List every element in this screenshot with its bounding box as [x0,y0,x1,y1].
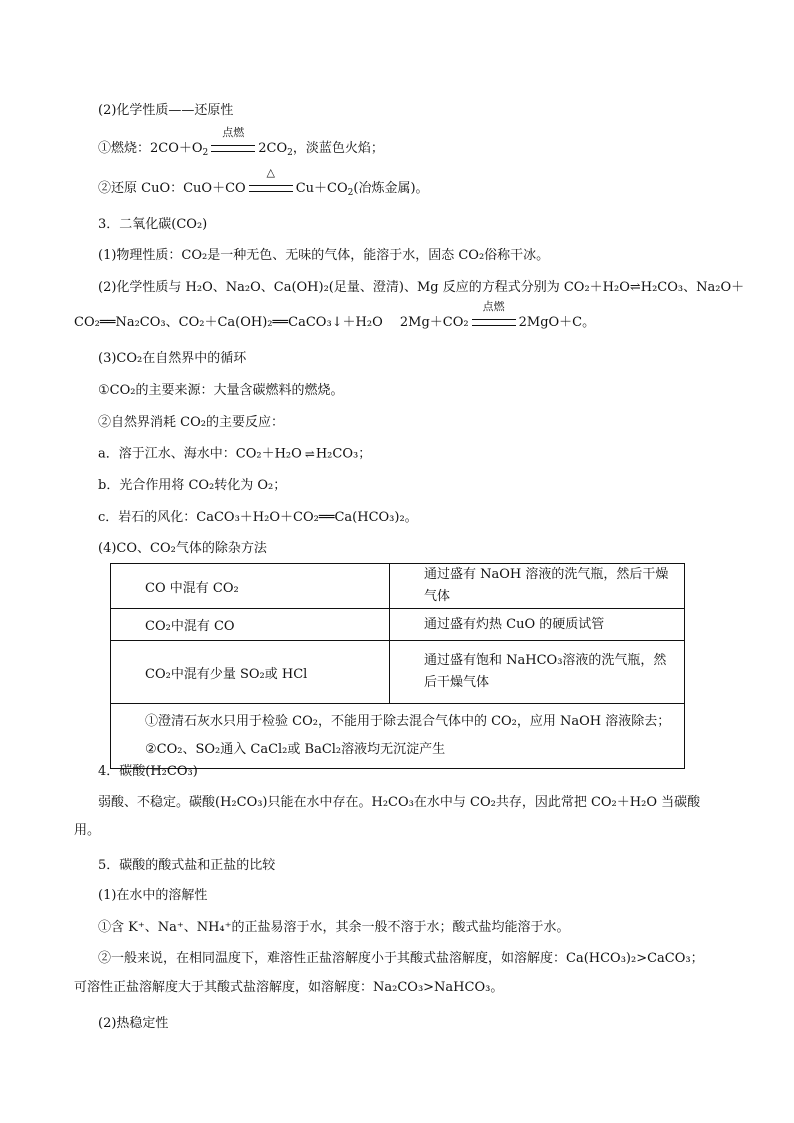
paragraph: b．光合作用将 CO₂转化为 O₂； [98,478,287,493]
condition-arrow [249,166,293,199]
equation-text: a．溶于江水、海水中：CO₂＋H₂O [98,446,302,462]
method-cell: 通过盛有饱和 NaHCO₃溶液的洗气瓶，然后干燥气体 [390,641,685,704]
burn-equation [98,126,714,159]
subscript: 2 [347,188,354,198]
impurity-cell: CO₂中混有少量 SO₂或 HCl [111,641,390,704]
paragraph: 可溶性正盐溶解度大于其酸式盐溶解度，如溶解度：Na₂CO₃>NaHCO₃。 [74,980,504,995]
section-heading: 3．二氧化碳(CO₂) [98,217,208,232]
equation-right: Cu＋CO [295,181,348,196]
subscript: 2 [287,148,293,158]
paragraph [98,444,714,464]
equation-note: (冶炼金属)。 [353,181,429,196]
table-row [111,564,685,609]
section-heading: (4)CO、CO₂气体的除杂方法 [98,541,267,556]
note-line: ②CO₂、SO₂通入 CaCl₂或 BaCl₂溶液均无沉淀产生 [145,742,446,757]
equation-text: CO₂══Na₂CO₃、CO₂＋Ca(OH)₂══CaCO₃↓＋H₂O 2Mg＋CO₂ [74,315,469,330]
paragraph: (1)物理性质：CO₂是一种无色、无味的气体，能溶于水，固态 CO₂俗称干冰。 [98,248,550,263]
paragraph: ②自然界消耗 CO₂的主要反应： [98,415,284,430]
section-heading: (2)热稳定性 [98,1016,169,1031]
equation-right: 2MgO＋C。 [518,315,596,330]
table-note [111,704,685,769]
equation-note: ，淡蓝色火焰； [292,141,384,156]
impurity-cell: CO₂中混有 CO [111,609,390,641]
equation-right: H₂CO₃； [315,446,372,462]
paragraph: (2)化学性质与 H₂O、Na₂O、Ca(OH)₂(足量、澄清)、Mg 反应的方程式分别为 CO₂＋H₂O⇌H₂CO₃、Na₂O＋ [98,280,745,295]
equation-right: 2CO [258,141,288,156]
paragraph: ①含 K⁺、Na⁺、NH₄⁺的正盐易溶于水，其余一般不溶于水；酸式盐均能溶于水。 [98,920,570,935]
paragraph [74,300,714,333]
equation-left: ①燃烧：2CO＋O [98,141,203,156]
condition-arrow [472,300,516,333]
impurity-removal-table [110,563,685,769]
paragraph: ②一般来说，在相同温度下，难溶性正盐溶解度小于其酸式盐溶解度，如溶解度：Ca(HCO₃)₂>CaCO₃； [98,951,704,966]
section-heading: 4．碳酸(H₂CO₃) [98,764,198,779]
condition-label: 点燃 [482,300,505,313]
section-heading: 5．碳酸的酸式盐和正盐的比较 [98,858,276,873]
condition-arrow [211,126,255,159]
reduce-equation [98,166,714,199]
reversible-arrow: ⇌ [304,447,313,461]
note-line: ①澄清石灰水只用于检验 CO₂，不能用于除去混合气体中的 CO₂，应用 NaOH 溶液除去； [145,714,671,729]
table-row [111,641,685,704]
subscript: 2 [202,148,209,158]
paragraph: c．岩石的风化：CaCO₃＋H₂O＋CO₂══Ca(HCO₃)₂。 [98,510,418,525]
table-row [111,609,685,641]
section-heading: (1)在水中的溶解性 [98,888,208,903]
section-heading: (2)化学性质——还原性 [98,103,234,118]
paragraph: 用。 [74,823,101,838]
condition-label: △ [266,166,275,179]
condition-label: 点燃 [222,126,245,139]
section-heading: (3)CO₂在自然界中的循环 [98,351,247,366]
paragraph: ①CO₂的主要来源：大量含碳燃料的燃烧。 [98,383,344,398]
table-note-row [111,704,685,769]
method-cell: 通过盛有灼热 CuO 的硬质试管 [390,609,685,641]
impurity-cell: CO 中混有 CO₂ [111,564,390,609]
paragraph: 弱酸、不稳定。碳酸(H₂CO₃)只能在水中存在。H₂CO₃在水中与 CO₂共存，因此常把 CO₂＋H₂O 当碳酸 [98,795,701,810]
method-cell: 通过盛有 NaOH 溶液的洗气瓶，然后干燥气体 [390,564,685,609]
equation-left: ②还原 CuO：CuO＋CO [98,181,246,196]
